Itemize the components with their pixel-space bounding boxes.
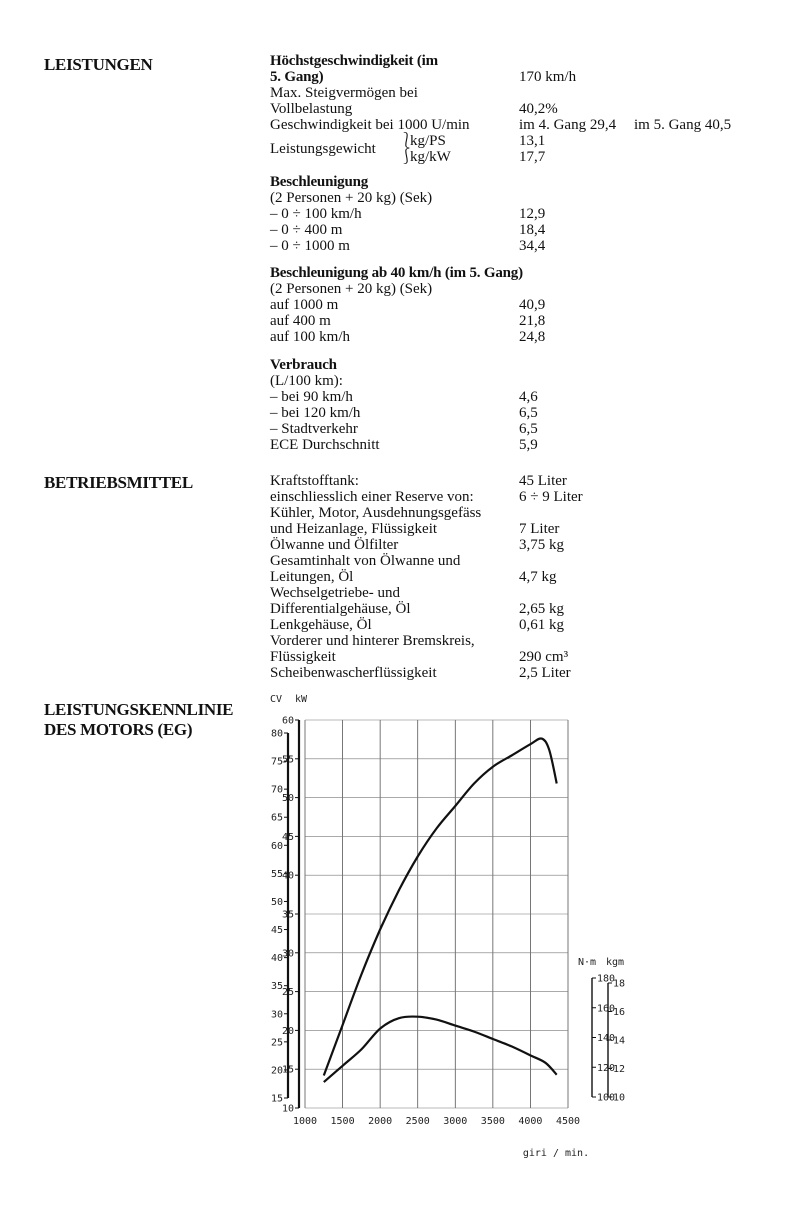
verbrauch-row-value: 5,9 bbox=[519, 437, 538, 453]
reserve-value: 6 ÷ 9 Liter bbox=[519, 489, 583, 505]
cv-tick-label: 15 bbox=[270, 1093, 283, 1105]
beschl-sub: (2 Personen + 20 kg) (Sek) bbox=[270, 190, 433, 206]
lg-unit-ps: kg/PS bbox=[410, 133, 446, 149]
torque-curve bbox=[324, 1017, 557, 1083]
nm-tick-label: 140 bbox=[597, 1033, 616, 1044]
cv-tick-label: 35 bbox=[270, 981, 283, 993]
power-torque-chart bbox=[260, 688, 660, 1166]
kw-tick-label: 10 bbox=[281, 1103, 294, 1115]
hoechst-value: 170 km/h bbox=[519, 69, 577, 85]
kuehler-label-1: Kühler, Motor, Ausdehnungsgefäss bbox=[270, 505, 482, 521]
section-title-kennlinie bbox=[44, 700, 233, 740]
tank-label: Kraftstofftank: bbox=[270, 473, 359, 489]
verbrauch-row-value: 6,5 bbox=[519, 405, 538, 421]
beschl40-row-value: 40,9 bbox=[519, 297, 546, 313]
beschl-row-value: 12,9 bbox=[519, 206, 546, 222]
cv-tick-label: 45 bbox=[270, 925, 283, 937]
x-tick-label: 1000 bbox=[292, 1116, 318, 1127]
cv-tick-label: 75 bbox=[270, 756, 283, 768]
cv-tick-label: 60 bbox=[270, 840, 283, 852]
cv-tick-label: 55 bbox=[270, 868, 283, 880]
gesamt-label-2: Leitungen, Öl bbox=[270, 569, 354, 585]
beschl40-row-label: auf 400 m bbox=[270, 313, 331, 329]
brems-label-1: Vorderer und hinterer Bremskreis, bbox=[270, 633, 475, 649]
scheiben-label: Scheibenwascherflüssigkeit bbox=[270, 665, 437, 681]
kw-tick-label: 35 bbox=[281, 909, 294, 921]
kw-tick-label: 30 bbox=[281, 948, 294, 960]
beschl40-row-label: auf 100 km/h bbox=[270, 329, 350, 345]
kw-tick-label: 40 bbox=[281, 870, 294, 882]
beschl-row-value: 34,4 bbox=[519, 238, 546, 254]
oel-label: Ölwanne und Ölfilter bbox=[270, 537, 399, 553]
gesamt-label-1: Gesamtinhalt von Ölwanne und bbox=[270, 553, 461, 569]
steig-label-2: Vollbelastung bbox=[270, 101, 353, 117]
cv-tick-label: 70 bbox=[270, 784, 283, 796]
kw-tick-label: 55 bbox=[281, 754, 294, 766]
kgm-tick-label: 18 bbox=[613, 978, 626, 990]
cv-tick-label: 80 bbox=[270, 728, 283, 740]
kw-axis-label: kW bbox=[295, 694, 308, 705]
x-tick-label: 2500 bbox=[405, 1116, 430, 1127]
nm-axis-label: N·m bbox=[578, 957, 597, 968]
kw-tick-label: 50 bbox=[281, 793, 294, 805]
wechsel-value: 2,65 kg bbox=[519, 601, 564, 617]
lg-unit-kw: kg/kW bbox=[410, 149, 451, 165]
kw-tick-label: 20 bbox=[281, 1025, 294, 1037]
brace-top: ⎱ bbox=[399, 133, 415, 149]
lenk-label: Lenkgehäuse, Öl bbox=[270, 617, 372, 633]
section-title-kennlinie-line1: LEISTUNGSKENNLINIE bbox=[44, 700, 234, 719]
gesamt-value: 4,7 kg bbox=[519, 569, 557, 585]
tank-value: 45 Liter bbox=[519, 473, 567, 489]
cv-axis-label: CV bbox=[270, 694, 283, 705]
beschl-row-label: – 0 ÷ 1000 m bbox=[270, 238, 350, 254]
kgm-tick-label: 12 bbox=[613, 1064, 626, 1075]
x-tick-label: 3000 bbox=[443, 1116, 468, 1127]
cv-tick-label: 25 bbox=[270, 1037, 283, 1049]
cv-tick-label: 30 bbox=[270, 1009, 283, 1021]
beschl40-row-value: 24,8 bbox=[519, 329, 546, 345]
kw-tick-label: 60 bbox=[281, 715, 294, 727]
kgm-tick-label: 14 bbox=[613, 1035, 626, 1047]
x-tick-label: 4000 bbox=[518, 1116, 543, 1127]
brace-bottom: ⎰ bbox=[399, 149, 415, 165]
beschl40-sub: (2 Personen + 20 kg) (Sek) bbox=[270, 281, 433, 297]
gesch-value-4: im 4. Gang 29,4 bbox=[519, 117, 617, 133]
verbrauch-title: Verbrauch bbox=[270, 357, 337, 373]
x-tick-label: 4500 bbox=[555, 1116, 581, 1127]
x-tick-label: 3500 bbox=[480, 1116, 505, 1127]
beschl-row-label: – 0 ÷ 400 m bbox=[270, 222, 343, 238]
wechsel-label-2: Differentialgehäuse, Öl bbox=[270, 601, 411, 617]
steig-label-1: Max. Steigvermögen bei bbox=[270, 85, 418, 101]
kgm-axis-label: kgm bbox=[606, 957, 625, 968]
cv-tick-label: 50 bbox=[270, 896, 283, 908]
x-tick-label: 1500 bbox=[330, 1116, 355, 1127]
cv-tick-label: 20 bbox=[270, 1065, 283, 1077]
verbrauch-row-label: – bei 90 km/h bbox=[270, 389, 353, 405]
chart-labels bbox=[270, 694, 625, 1159]
nm-tick-label: 120 bbox=[597, 1062, 616, 1074]
verbrauch-sub: (L/100 km): bbox=[270, 373, 343, 389]
lg-label: Leistungsgewicht bbox=[270, 141, 376, 157]
cv-tick-label: 40 bbox=[270, 953, 283, 965]
lenk-value: 0,61 kg bbox=[519, 617, 564, 633]
kuehler-value: 7 Liter bbox=[519, 521, 560, 537]
beschl40-row-label: auf 1000 m bbox=[270, 297, 339, 313]
x-axis-label: giri / min. bbox=[522, 1148, 590, 1159]
kgm-tick-label: 16 bbox=[613, 1007, 626, 1018]
nm-tick-label: 160 bbox=[597, 1003, 616, 1015]
scheiben-value: 2,5 Liter bbox=[519, 665, 571, 681]
verbrauch-row-value: 4,6 bbox=[519, 389, 538, 405]
steig-value: 40,2% bbox=[519, 101, 558, 117]
brems-value: 290 cm³ bbox=[519, 649, 569, 665]
nm-tick-label: 180 bbox=[597, 973, 616, 985]
verbrauch-row-label: – Stadtverkehr bbox=[270, 421, 358, 437]
section-title-betriebsmittel: BETRIEBSMITTEL bbox=[44, 473, 193, 492]
power-curve bbox=[324, 738, 557, 1075]
beschl-title: Beschleunigung bbox=[270, 174, 369, 190]
hoechst-label-2: 5. Gang) bbox=[270, 69, 324, 85]
chart-grid bbox=[305, 720, 568, 1108]
nm-tick-label: 100 bbox=[597, 1092, 616, 1104]
gesch-value-5: im 5. Gang 40,5 bbox=[634, 117, 732, 133]
cv-tick-label: 65 bbox=[270, 812, 283, 824]
brems-label-2: Flüssigkeit bbox=[270, 649, 336, 665]
x-tick-label: 2000 bbox=[368, 1116, 393, 1127]
reserve-label: einschliesslich einer Reserve von: bbox=[270, 489, 474, 505]
beschl40-title: Beschleunigung ab 40 km/h (im 5. Gang) bbox=[270, 265, 523, 281]
gesch-label: Geschwindigkeit bei 1000 U/min bbox=[270, 117, 470, 133]
kw-tick-label: 15 bbox=[281, 1064, 294, 1076]
beschl40-row-value: 21,8 bbox=[519, 313, 546, 329]
section-title-leistungen: LEISTUNGEN bbox=[44, 55, 153, 74]
kuehler-label-2: und Heizanlage, Flüssigkeit bbox=[270, 521, 438, 537]
beschl-row-label: – 0 ÷ 100 km/h bbox=[270, 206, 362, 222]
hoechst-label-1: Höchstgeschwindigkeit (im bbox=[270, 53, 438, 69]
kw-tick-label: 25 bbox=[281, 987, 294, 999]
verbrauch-row-label: – bei 120 km/h bbox=[270, 405, 361, 421]
oel-value: 3,75 kg bbox=[519, 537, 564, 553]
verbrauch-row-label: ECE Durchschnitt bbox=[270, 437, 380, 453]
kw-tick-label: 45 bbox=[281, 831, 294, 843]
kgm-tick-label: 10 bbox=[613, 1092, 626, 1104]
lg-value-kw: 17,7 bbox=[519, 149, 546, 165]
lg-value-ps: 13,1 bbox=[519, 133, 546, 149]
beschl-row-value: 18,4 bbox=[519, 222, 546, 238]
section-title-kennlinie-line2: DES MOTORS (EG) bbox=[44, 720, 193, 739]
verbrauch-row-value: 6,5 bbox=[519, 421, 538, 437]
wechsel-label-1: Wechselgetriebe- und bbox=[270, 585, 400, 601]
